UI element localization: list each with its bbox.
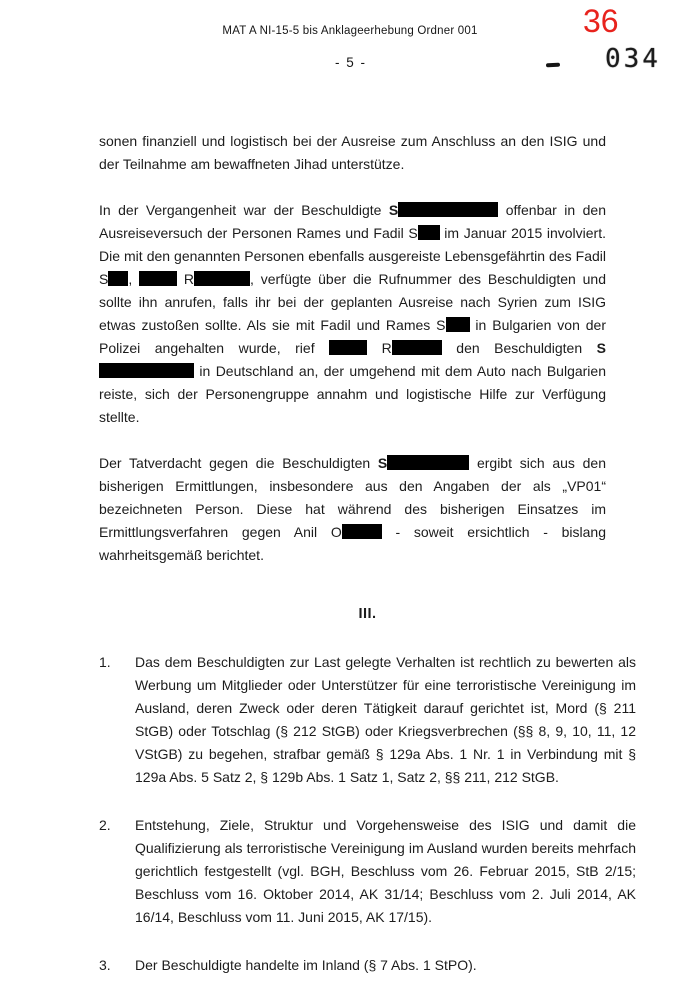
- redaction-bar: [398, 202, 498, 217]
- paragraph-ausreiseversuch: In der Vergangenheit war der Beschuldigte S offenbar in den Ausreiseversuch der Personen Rames und Fadil S im Januar 2015 involviert. Die mit den genannten Personen ebenfalls ausgereiste Lebensgefährtin des Fadil S , R , verfügte über die Rufnummer des Beschuldigten und sollte ihn anrufen, falls ihr bei der geplanten Ausreise nach Syrien zum ISIG etwas zustoßen sollte. Als sie mit Fadil und Rames S in Bulgarien von der Polizei angehalten wurde, rief R den Beschuldigten S in Deutschland an, der umgehend mit dem Auto nach Bulgarien reiste, sich der Personengruppe annahm und logistische Hilfe zur Verfügung stellte.: [99, 202, 607, 425]
- list-item-text: Entstehung, Ziele, Struktur und Vorgehensweise des ISIG und damit die Qualifizierung als terroristische Vereinigung im Ausland wurden bereits mehrfach gerichtlich festgestellt (vgl. BGH, Beschluss vom 26. Februar 2015, StB 2/15; Beschluss vom 16. Oktober 2014, AK 31/14; Beschluss vom 2. Juli 2014, AK 16/14, Beschluss vom 11. Juni 2015, AK 17/15).: [135, 817, 636, 925]
- document-body: [99, 130, 636, 990]
- folio-number-red: 36: [583, 3, 619, 39]
- redaction-bar: [342, 524, 382, 539]
- list-item: [99, 651, 636, 789]
- document-header-label: MAT A NI-15-5 bis Anklageerhebung Ordner 001: [222, 25, 478, 37]
- paragraph-continuation: sonen finanziell und logistisch bei der Ausreise zum Anschluss an den ISIG und der Teilnahme am bewaffneten Jihad unterstütze.: [99, 133, 606, 172]
- redaction-bar: [99, 363, 194, 378]
- redaction-bar: [446, 317, 470, 332]
- numbered-list: [99, 651, 636, 977]
- list-item-text: Der Beschuldigte handelte im Inland (§ 7 Abs. 1 StPO).: [135, 957, 477, 973]
- redaction-bar: [329, 340, 367, 355]
- stamp-page-number: 034: [605, 44, 661, 74]
- list-item-number: 1.: [99, 654, 111, 670]
- list-item-number: 2.: [99, 817, 111, 833]
- redaction-bar: [194, 271, 250, 286]
- section-heading: III.: [358, 606, 377, 622]
- redaction-bar: [108, 271, 128, 286]
- list-item-text: Das dem Beschuldigten zur Last gelegte Verhalten ist rechtlich zu bewerten als Werbung um Mitglieder oder Unterstützer für eine terroristische Vereinigung im Ausland, deren Zweck oder deren Tätigkeit darauf gerichtet ist, Mord (§ 211 StGB) oder Totschlag (§ 212 StGB) oder Kriegsverbrechen (§§ 8, 9, 10, 11, 12 VStGB) zu begehen, strafbar gemäß § 129a Abs. 1 Nr. 1 in Verbindung mit § 129a Abs. 5 Satz 2, § 129b Abs. 1 Satz 1, Satz 2, §§ 211, 212 StGB.: [135, 654, 636, 785]
- redaction-bar: [418, 225, 440, 240]
- stamp-dash-mark: [546, 63, 560, 68]
- list-item: [99, 954, 636, 977]
- redaction-bar: [139, 271, 177, 286]
- list-item: [99, 814, 636, 929]
- list-item-number: 3.: [99, 957, 111, 973]
- redaction-bar: [387, 455, 469, 470]
- paragraph-tatverdacht: Der Tatverdacht gegen die Beschuldigten S ergibt sich aus den bisherigen Ermittlungen, insbesondere aus den Angaben der als „VP01“ bezeichneten Person. Diese hat während des bisherigen Einsatzes im Ermittlungsverfahren gegen Anil O - soweit ersichtlich - bislang wahrheitsgemäß berichtet.: [99, 455, 607, 563]
- redaction-bar: [392, 340, 442, 355]
- page-number: - 5 -: [334, 55, 365, 70]
